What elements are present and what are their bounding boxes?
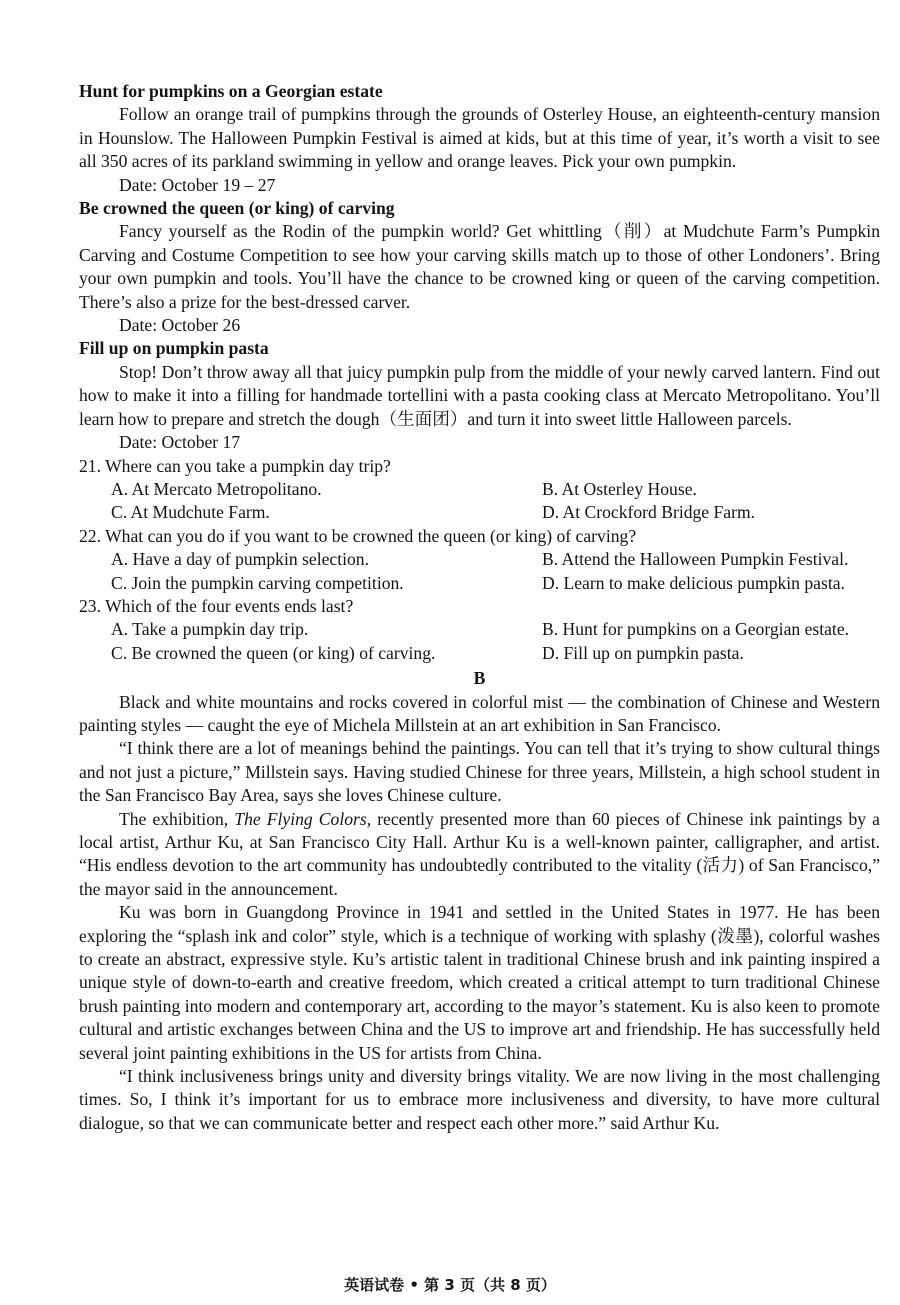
text-run: The exhibition, [119, 808, 235, 829]
passage-paragraph: Ku was born in Guangdong Province in 1941 and settled in the United States in 1977. He has been exploring the “splash ink and color” style, which is a technique of working with splashy (泼墨), colorful washes to create an abstract, expressive style. Ku’s artistic talent in traditional Chinese brush and ink painting inspired a unique style of down-to-earth and creative freedom, which created a critical attempt to turn traditional Chinese brush painting into modern and contemporary art, according to the mayor’s statement. Ku is also keen to promote cultural and artistic exchanges between China and the US to improve art and friendship. He has successfully held several joint painting exhibitions in the US for artists from China. [79, 902, 880, 1063]
option-row [79, 478, 880, 501]
section-body: Follow an orange trail of pumpkins through the grounds of Osterley House, an eighteenth-century mansion in Hounslow. The Halloween Pumpkin Festival is aimed at kids, but at this time of year, it’s worth a visit to see all 350 acres of its parkland swimming in yellow and orange leaves. Pick your own pumpkin. [79, 104, 880, 172]
section-title: Be crowned the queen (or king) of carving [79, 198, 395, 219]
option-row [79, 642, 880, 665]
page-footer: 英语试卷 • 第 3 页（共 8 页） [344, 1276, 556, 1294]
option-a: A. Take a pumpkin day trip. [111, 619, 309, 640]
option-d: D. Fill up on pumpkin pasta. [542, 642, 744, 663]
option-row [79, 618, 880, 641]
exhibition-title: The Flying Colors [234, 808, 367, 829]
event-date: Date: October 19 – 27 [119, 174, 276, 195]
passage-b [79, 691, 880, 1136]
option-c: C. Join the pumpkin carving competition. [111, 572, 404, 593]
section-osterley [79, 80, 880, 197]
part-b-heading: B [473, 668, 486, 689]
option-b: B. At Osterley House. [542, 478, 697, 499]
question-22 [79, 525, 880, 595]
section-body: Stop! Don’t throw away all that juicy pumpkin pulp from the middle of your newly carved lantern. Find out how to make it into a filling for handmade tortellini with a pasta cooking class at Mercato Metropolitano. You’ll learn how to prepare and stretch the dough（生面团）and turn it into sweet little Halloween parcels. [79, 361, 880, 429]
option-a: A. Have a day of pumpkin selection. [111, 549, 369, 570]
option-c: C. Be crowned the queen (or king) of carving. [111, 642, 436, 663]
passage-paragraph [79, 808, 880, 902]
option-b: B. Attend the Halloween Pumpkin Festival. [542, 549, 849, 570]
option-row [79, 548, 880, 571]
option-a: A. At Mercato Metropolitano. [111, 478, 322, 499]
question-23 [79, 595, 880, 665]
section-title: Hunt for pumpkins on a Georgian estate [79, 81, 383, 101]
passage-paragraph: Black and white mountains and rocks covered in colorful mist — the combination of Chinese and Western painting styles — caught the eye of Michela Millstein at an art exhibition in San Francisco. [79, 691, 880, 735]
question-stem: 22. What can you do if you want to be crowned the queen (or king) of carving? [79, 525, 637, 546]
option-row [79, 501, 880, 524]
option-d: D. At Crockford Bridge Farm. [542, 502, 756, 523]
passage-paragraph: “I think there are a lot of meanings behind the paintings. You can tell that it’s trying to show cultural things and not just a picture,” Millstein says. Having studied Chinese for three years, Millstein, a high school student in the San Francisco Bay Area, says she loves Chinese culture. [79, 738, 880, 806]
question-stem: 21. Where can you take a pumpkin day trip? [79, 455, 391, 476]
option-d: D. Learn to make delicious pumpkin pasta. [542, 572, 845, 593]
section-pasta [79, 337, 880, 454]
question-stem: 23. Which of the four events ends last? [79, 595, 354, 616]
event-date: Date: October 26 [119, 315, 241, 336]
section-title: Fill up on pumpkin pasta [79, 338, 269, 359]
option-b: B. Hunt for pumpkins on a Georgian estate. [542, 619, 850, 640]
passage-paragraph: “I think inclusiveness brings unity and diversity brings vitality. We are now living in the most challenging times. So, I think it’s important for us to embrace more inclusiveness and diversity, to have more cultural dialogue, so that we can communicate better and respect each other more.” said Arthur Ku. [79, 1066, 880, 1133]
option-row [79, 572, 880, 595]
section-carving [79, 197, 880, 337]
event-date: Date: October 17 [119, 432, 241, 453]
section-body: Fancy yourself as the Rodin of the pumpkin world? Get whittling（削）at Mudchute Farm’s Pumpkin Carving and Costume Competition to see how your carving skills match up to those of other Londoners’. Bring your own pumpkin and tools. You’ll have the chance to be crowned king or queen of the carving competition. There’s also a prize for the best-dressed carver. [79, 221, 880, 312]
text-run: , recently presented more than 60 pieces of Chinese ink paintings by a local artist, Arthur Ku, at San Francisco City Hall. Arthur Ku is a well-known painter, calligrapher, and artist. “His endless devotion to the art community has undoubtedly contributed to the vitality (活力) of San Francisco,” the mayor said in the announcement. [79, 808, 880, 899]
option-c: C. At Mudchute Farm. [111, 502, 270, 523]
question-21 [79, 455, 880, 525]
